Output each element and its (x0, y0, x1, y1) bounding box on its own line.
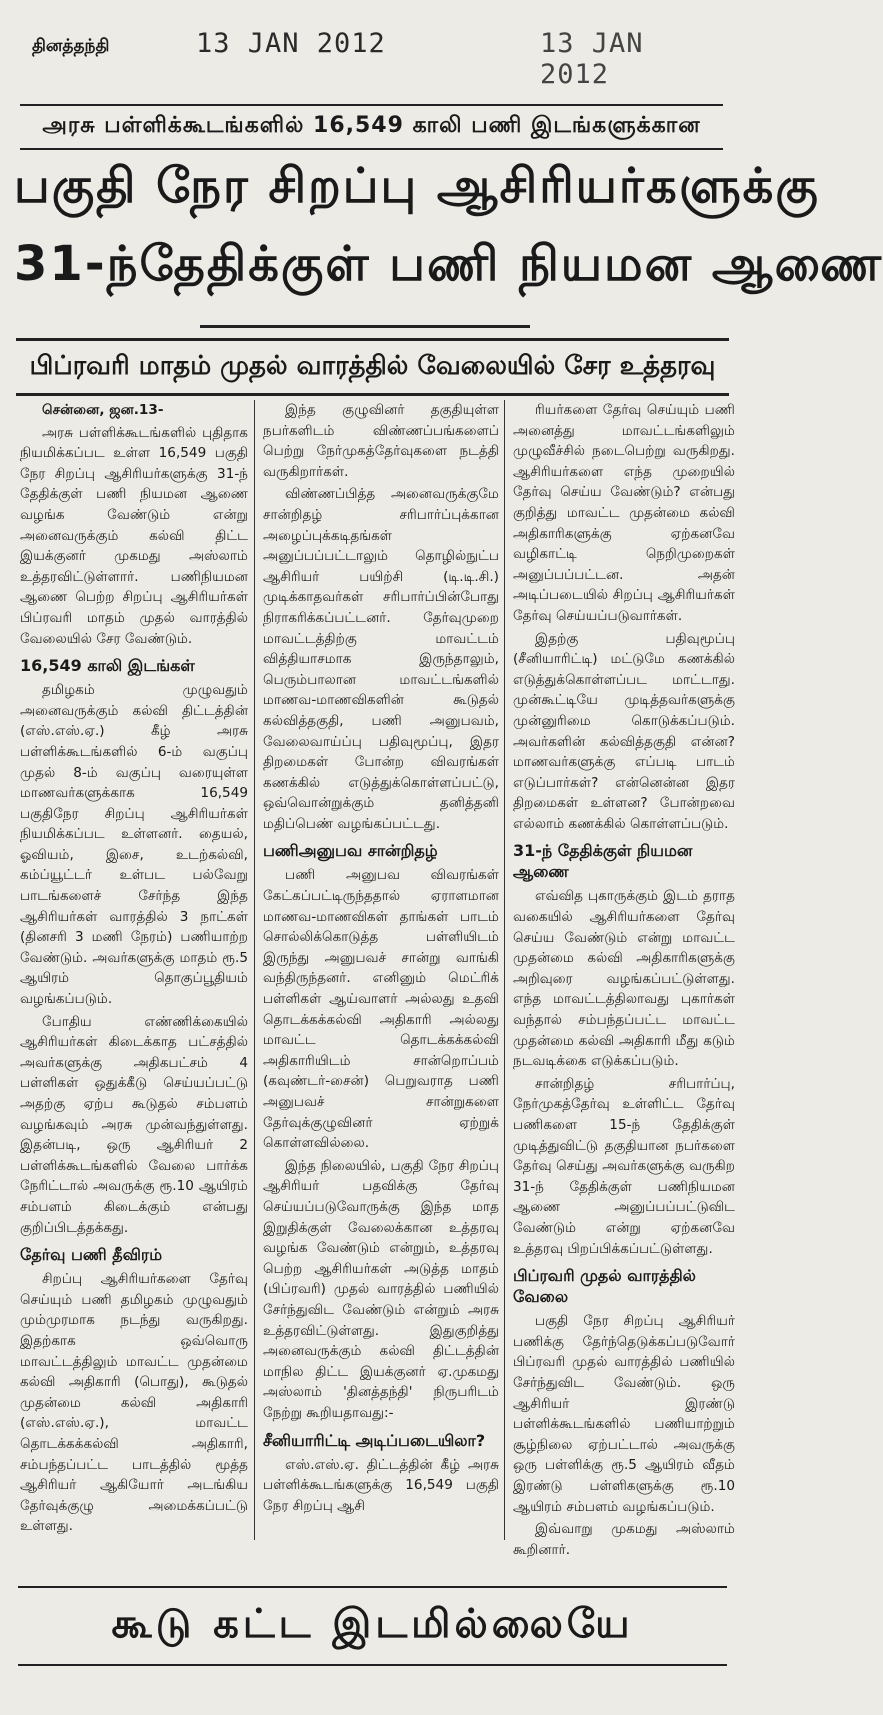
masthead-row (20, 22, 725, 90)
paragraph: எஸ்.எஸ்.ஏ. திட்டத்தின் கீழ் அரசு பள்ளிக்கூடங்களுக்கு 16,549 பகுதி நேர சிறப்பு ஆசி (263, 1456, 499, 1514)
paragraph: ரியர்களை தேர்வு செய்யும் பணி அனைத்து மாவட்டங்களிலும் முழுவீச்சில் நடைபெற்று வருகிறது. ஆசிரியர்களை எந்த முறையில் தேர்வு செய்ய வேண்டும்? என்பது குறித்து மாவட்ட முதன்மை கல்வி அதிகாரிகளுக்கு ஏற்கனவே வழிகாட்டி நெறிமுறைகள் அனுப்பப்பட்டன. அதன் அடிப்படையில் சிறப்பு ஆசிரியர்கள் தேர்வு செய்யப்படுவார்கள். (513, 402, 735, 624)
date-stamp-right: 13 JAN 2012 (540, 28, 644, 90)
section-heading: 31-ந் தேதிக்குள் நியமன ஆணை (513, 841, 693, 882)
paragraph: போதிய எண்ணிக்கையில் ஆசிரியர்கள் கிடைக்காத பட்சத்தில் அவர்களுக்கு அதிகபட்சம் 4 பள்ளிகள் ஒதுக்கீடு செய்யப்பட்டு அதற்கு ஏற்ப கூடுதல் சம்பளம் வழங்கவும் அரசு முன்வந்துள்ளது. இதன்படி, ஒரு ஆசிரியர் 2 பள்ளிக்கூடங்களில் வேலை பார்க்க நேரிட்டால் அவருக்கு ரூ.10 ஆயிரம் சம்பளம் கிடைக்கும் என்பது குறிப்பிடத்தக்கது. (20, 1013, 248, 1236)
paragraph: இவ்வாறு முகமது அஸ்லாம் கூறினார். (513, 1521, 735, 1558)
paragraph: சான்றிதழ் சரிபார்ப்பு, நேர்முகத்தேர்வு உள்ளிட்ட தேர்வு பணிகளை 15-ந் தேதிக்குள் முடித்துவிட்டு தகுதியான நபர்களை தேர்வு செய்து அவர்களுக்கு வருகிற 31-ந் தேதிக்குள் பணிநியமன ஆணை அனுப்பப்பட்டுவிட வேண்டும் என்று ஏற்கனவே உத்தரவு பிறப்பிக்கப்பட்டுள்ளது. (513, 1075, 735, 1257)
headline-line-2: 31-ந்தேதிக்குள் பணி நியமன ஆணை (14, 236, 883, 292)
paragraph: தமிழகம் முழுவதும் அனைவருக்கும் கல்வி திட்டத்தின் (எஸ்.எஸ்.ஏ.) கீழ் அரசு பள்ளிக்கூடங்களில் 6-ம் வகுப்பு முதல் 8-ம் வகுப்பு வரையுள்ள மாணவர்களுக்காக 16,549 பகுதிநேர சிறப்பு ஆசிரியர்கள் நியமிக்கப்பட உள்ளனர். தையல், ஓவியம், இசை, உடற்கல்வி, கம்ப்யூட்டர் உள்பட பல்வேறு பாடங்களைச் சேர்ந்த இந்த ஆசிரியர்கள் வாரத்தில் 3 நாட்கள் (தினசரி 3 மணி நேரம்) பணியாற்ற வேண்டும். அவர்களுக்கு மாதம் ரூ.5 ஆயிரம் தொகுப்பூதியம் வழங்கப்படும். (20, 682, 248, 1008)
dateline: சென்னை, ஜன.13- (42, 402, 164, 418)
article-column-3 (504, 400, 735, 1558)
paragraph: பணி அனுபவ விவரங்கள் கேட்கப்பட்டிருந்ததால் ஏராளமான மாணவ-மாணவிகள் தாங்கள் பாடம் சொல்லிக்கொடுத்த பள்ளியிடம் இருந்து அனுபவச் சான்று வாங்கி வந்திருந்தனர். எனினும் மெட்ரிக் பள்ளிகள் ஆய்வாளர் அல்லது உதவி தொடக்கக்கல்வி அதிகாரி அல்லது மாவட்ட தொடக்கக்கல்வி அதிகாரியிடம் சான்றொப்பம் (கவுண்டர்-சைன்) பெறுவராத பணி அனுபவச் சான்றுகளை தேர்வுக்குழுவினர் ஏற்றுக் கொள்ளவில்லை. (263, 867, 499, 1152)
paragraph: இந்த நிலையில், பகுதி நேர சிறப்பு ஆசிரியர் பதவிக்கு தேர்வு செய்யப்படுவோருக்கு இந்த மாத இறுதிக்குள் வேலைக்கான உத்தரவு வழங்க வேண்டும் என்றும், உத்தரவு பெற்ற ஆசிரியர்கள் அடுத்த மாதம் (பிப்ரவரி) முதல் வாரத்தில் பணியில் சேர்ந்துவிட வேண்டும் என்றும் அரசு உத்தரவிட்டுள்ளது. இதுகுறித்து அனைவருக்கும் கல்வி திட்டத்தின் மாநில திட்ட இயக்குனர் ஏ.முகமது அஸ்லாம் 'தினத்தந்தி' நிருபரிடம் நேற்று கூறியதாவது:- (263, 1157, 499, 1421)
subheadline: பிப்ரவரி மாதம் முதல் வாரத்தில் வேலையில் சேர உத்தரவு (16, 338, 729, 396)
article-column-1 (20, 400, 248, 1540)
section-heading: தேர்வு பணி தீவிரம் (20, 1245, 163, 1265)
section-heading: 16,549 காலி இடங்கள் (20, 656, 195, 676)
paragraph: எவ்வித புகாருக்கும் இடம் தராத வகையில் ஆசிரியர்களை தேர்வு செய்ய வேண்டும் என்று மாவட்ட முதன்மை கல்வி அதிகாரிகளுக்கு அறிவுரை வழங்கப்பட்டுள்ளது. எந்த மாவட்டத்திலாவது புகார்கள் வந்தால் சம்பந்தப்பட்ட மாவட்ட முதன்மை கல்வி அதிகாரி மீது கடும் நடவடிக்கை எடுக்கப்படும். (513, 888, 735, 1070)
paragraph: அரசு பள்ளிக்கூடங்களில் புதிதாக நியமிக்கப்பட உள்ள 16,549 பகுதி நேர சிறப்பு ஆசிரியர்களுக்கு 31-ந் தேதிக்குள் பணி நியமன ஆணை வழங்க வேண்டும் என்று அனைவருக்கும் கல்வி திட்ட இயக்குனர் முகமது அஸ்லாம் உத்தரவிட்டுள்ளார். பணிநியமன ஆணை பெற்ற சிறப்பு ஆசிரியர்கள் பிப்ரவரி மாதம் முதல் வாரத்தில் வேலையில் சேர வேண்டும். (20, 424, 248, 647)
kicker-line: அரசு பள்ளிக்கூடங்களில் 16,549 காலி பணி இடங்களுக்கான (20, 104, 723, 150)
headline-line-1: பகுதி நேர சிறப்பு ஆசிரியர்களுக்கு (14, 158, 820, 214)
paragraph: விண்ணப்பித்த அனைவருக்குமே சான்றிதழ் சரிபார்ப்புக்கான அழைப்புக்கடிதங்கள் அனுப்பப்பட்டாலும் தொழில்நுட்ப ஆசிரியர் பயிற்சி (டி.டி.சி.) முடிக்காதவர்கள் சரிபார்ப்பின்போது நிராகரிக்கப்பட்டனர். தேர்வுமுறை மாவட்டத்திற்கு மாவட்டம் வித்தியாசமாக இருந்தாலும், பெரும்பாலான மாவட்டங்களில் மாணவ-மாணவிகளின் கூடுதல் கல்வித்தகுதி, பணி அனுபவம், வேலைவாய்ப்பு பதிவுமூப்பு, இதர திறமைகள் போன்ற விவரங்கள் கணக்கில் எடுத்துக்கொள்ளப்பட்டு, ஒவ்வொன்றுக்கும் தனித்தனி மதிப்பெண் வழங்கப்பட்டது. (263, 486, 499, 832)
article-column-2 (254, 400, 499, 1540)
paragraph: இந்த குழுவினர் தகுதியுள்ள நபர்களிடம் விண்ணப்பங்களைப் பெற்று நேர்முகத்தேர்வுகளை நடத்தி வருகிறார்கள். (263, 402, 499, 480)
paragraph: பகுதி நேர சிறப்பு ஆசிரியர் பணிக்கு தேர்ந்தெடுக்கப்படுவோர் பிப்ரவரி முதல் வாரத்தில் பணியில் சேர்ந்துவிட வேண்டும். ஒரு ஆசிரியர் இரண்டு பள்ளிக்கூடங்களில் பணியாற்றும் சூழ்நிலை ஏற்பட்டால் அவருக்கு ஒரு பள்ளிக்கு ரூ.5 ஆயிரம் வீதம் இரண்டு பள்ளிகளுக்கு ரூ.10 ஆயிரம் சம்பளம் வழங்கப்படும். (513, 1313, 735, 1515)
headline-divider (200, 325, 530, 328)
section-heading: பிப்ரவரி முதல் வாரத்தில் வேலை (513, 1266, 696, 1307)
section-heading: சீனியாரிட்டி அடிப்படையிலா? (263, 1430, 486, 1450)
footer-ad-strip: கூடு கட்ட இடமில்லையே (18, 1586, 727, 1666)
paragraph: இதற்கு பதிவுமூப்பு (சீனியாரிட்டி) மட்டுமே கணக்கில் எடுத்துக்கொள்ளப்பட மாட்டாது. முன்கூட்டியே முடித்தவர்களுக்கு முன்னுரிமை கொடுக்கப்படும். அவர்களின் கல்வித்தகுதி என்ன? மாணவர்களுக்கு எப்படி பாடம் எடுப்பார்கள்? என்னென்ன இதர திறமைகள் உள்ளன? போன்றவை எல்லாம் கணக்கில் கொள்ளப்படும். (513, 630, 735, 832)
paper-name: தினத்தந்தி (32, 36, 110, 56)
date-stamp-left: 13 JAN 2012 (196, 28, 386, 59)
paragraph: சிறப்பு ஆசிரியர்களை தேர்வு செய்யும் பணி தமிழகம் முழுவதும் மும்முரமாக நடந்து வருகிறது. இதற்காக ஒவ்வொரு மாவட்டத்திலும் மாவட்ட முதன்மை கல்வி அதிகாரி (பொது), கூடுதல் முதன்மை கல்வி அதிகாரி (எஸ்.எஸ்.ஏ.), மாவட்ட தொடக்கக்கல்வி அதிகாரி, சம்பந்தப்பட்ட பாடத்தில் மூத்த ஆசிரியர் ஆகியோர் அடங்கிய தேர்வுக்குழு அமைக்கப்பட்டு உள்ளது. (20, 1271, 248, 1535)
article-body (14, 400, 735, 1558)
section-heading: பணிஅனுபவ சான்றிதழ் (263, 841, 438, 861)
